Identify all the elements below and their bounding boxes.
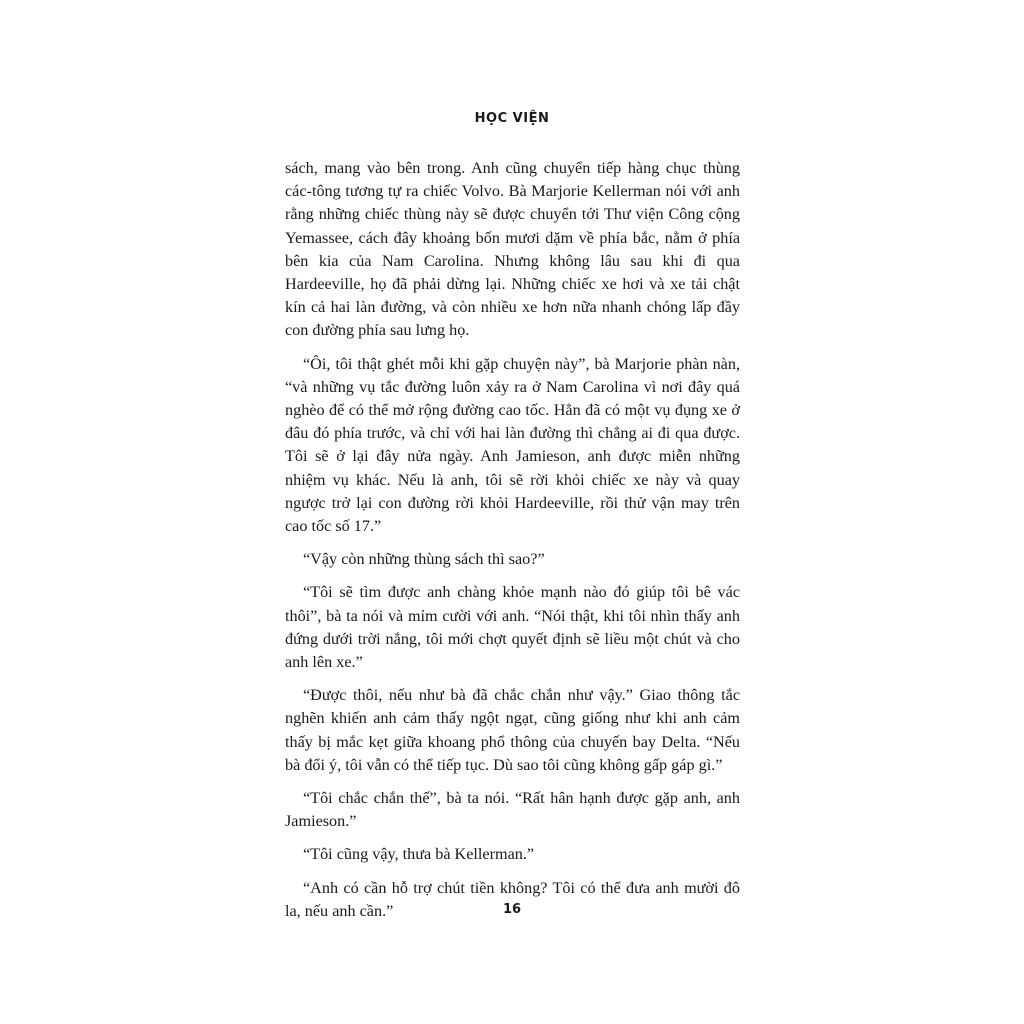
paragraph: “Ôi, tôi thật ghét mỗi khi gặp chuyện này”, bà Marjorie phàn nàn, “và những vụ tắc đường luôn xảy ra ở Nam Carolina vì nơi đây quá nghèo để có thể mở rộng đường cao tốc. Hẳn đã có một vụ đụng xe ở đâu đó phía trước, và chỉ với hai làn đường thì chẳng ai đi qua được. Tôi sẽ ở lại đây nửa ngày. Anh Jamieson, anh được miễn những nhiệm vụ khác. Nếu là anh, tôi sẽ rời khỏi chiếc xe này và quay ngược trở lại con đường rời khỏi Hardeeville, rồi thử vận may trên cao tốc số 17.” <box>285 354 740 536</box>
body-text <box>285 157 740 933</box>
paragraph: “Được thôi, nếu như bà đã chắc chắn như vậy.” Giao thông tắc nghẽn khiến anh cảm thấy ngột ngạt, cũng giống như khi anh cảm thấy bị mắc kẹt giữa khoang phổ thông của chuyến bay Delta. “Nếu bà đổi ý, tôi vẫn có thể tiếp tục. Dù sao tôi cũng không gấp gáp gì.” <box>285 686 740 774</box>
paragraph: “Tôi cũng vậy, thưa bà Kellerman.” <box>303 845 535 864</box>
paragraph: sách, mang vào bên trong. Anh cũng chuyển tiếp hàng chục thùng các-tông tương tự ra chiếc Volvo. Bà Marjorie Kellerman nói với anh rằng những chiếc thùng này sẽ được chuyển tới Thư viện Công cộng Yemassee, cách đây khoảng bốn mươi dặm về phía bắc, nằm ở phía bên kia của Nam Carolina. Nhưng không lâu sau khi đi qua Hardeeville, họ đã phải dừng lại. Những chiếc xe hơi và xe tải chật kín cả hai làn đường, và còn nhiều xe hơn nữa nhanh chóng lấp đầy con đường phía sau lưng họ. <box>285 159 740 340</box>
paragraph: “Anh có cần hỗ trợ chút tiền không? Tôi có thể đưa anh mười đô la, nếu anh cần.” <box>285 878 740 920</box>
paragraph: “Vậy còn những thùng sách thì sao?” <box>303 550 545 569</box>
page-number: 16 <box>502 902 522 917</box>
running-head: HỌC VIỆN <box>474 111 550 126</box>
paragraph: “Tôi sẽ tìm được anh chàng khỏe mạnh nào đó giúp tôi bê vác thôi”, bà ta nói và mỉm cười với anh. “Nói thật, khi tôi nhìn thấy anh đứng dưới trời nắng, tôi mới chợt quyết định sẽ liều một chút và cho anh lên xe.” <box>285 583 740 672</box>
paragraph: “Tôi chắc chắn thế”, bà ta nói. “Rất hân hạnh được gặp anh, anh Jamieson.” <box>285 789 740 831</box>
